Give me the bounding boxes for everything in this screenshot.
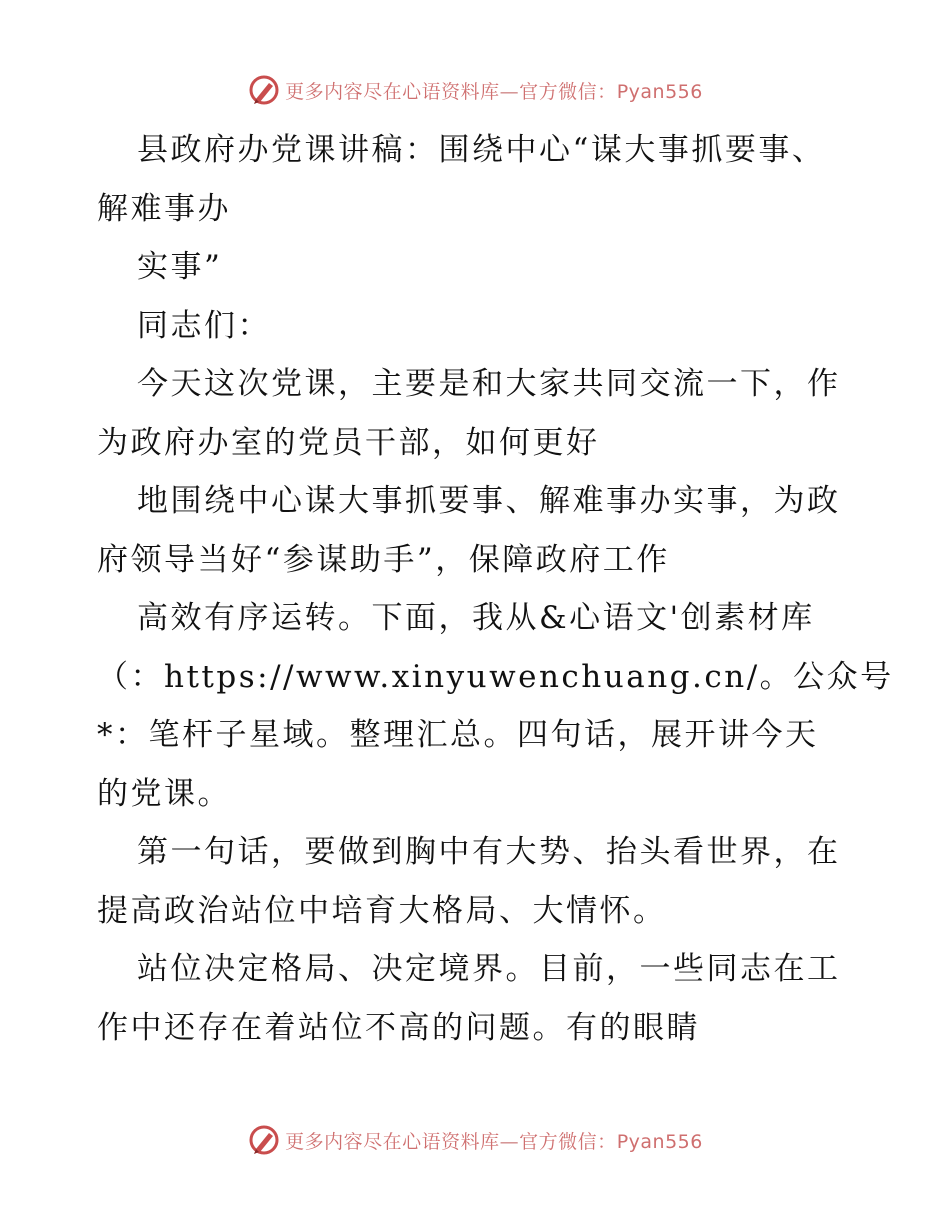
text-line: *：笔杆子星域。整理汇总。四句话，展开讲今天 (97, 717, 819, 753)
watermark-footer (0, 1122, 950, 1158)
pen-logo-icon (247, 73, 281, 107)
text-line: 高效有序运转。下面，我从&心语文'创素材库 (137, 600, 815, 636)
text-line: 作中还存在着站位不高的问题。有的眼睛 (97, 1009, 700, 1046)
watermark-text: 更多内容尽在心语资料库—官方微信：Pyan556 (285, 1130, 703, 1153)
text-line: （：https://www.xinyuwenchuang.cn/。公众号 (97, 658, 894, 695)
text-line: 的党课。 (97, 775, 231, 812)
watermark-header (0, 72, 950, 108)
text-line: 为政府办室的党员干部，如何更好 (97, 424, 600, 461)
text-line: 地围绕中心谋大事抓要事、解难事办实事，为政 (137, 483, 841, 519)
text-line: 今天这次党课，主要是和大家共同交流一下，作 (137, 366, 841, 402)
text-line: 提高政治站位中培育大格局、大情怀。 (97, 892, 667, 929)
text-line: 同志们： (137, 307, 271, 344)
text-line: 实事” (137, 249, 223, 285)
text-line: 县政府办党课讲稿：围绕中心“谋大事抓要事、 (137, 132, 826, 168)
text-line: 站位决定格局、决定境界。目前，一些同志在工 (137, 951, 841, 987)
document-body (97, 121, 894, 1057)
text-line: 府领导当好“参谋助手”，保障政府工作 (97, 541, 670, 578)
text-line: 解难事办 (97, 190, 231, 227)
pen-logo-icon (247, 1123, 281, 1157)
text-line: 第一句话，要做到胸中有大势、抬头看世界，在 (137, 834, 841, 870)
watermark-text: 更多内容尽在心语资料库—官方微信：Pyan556 (285, 80, 703, 103)
document-text (97, 121, 894, 1057)
